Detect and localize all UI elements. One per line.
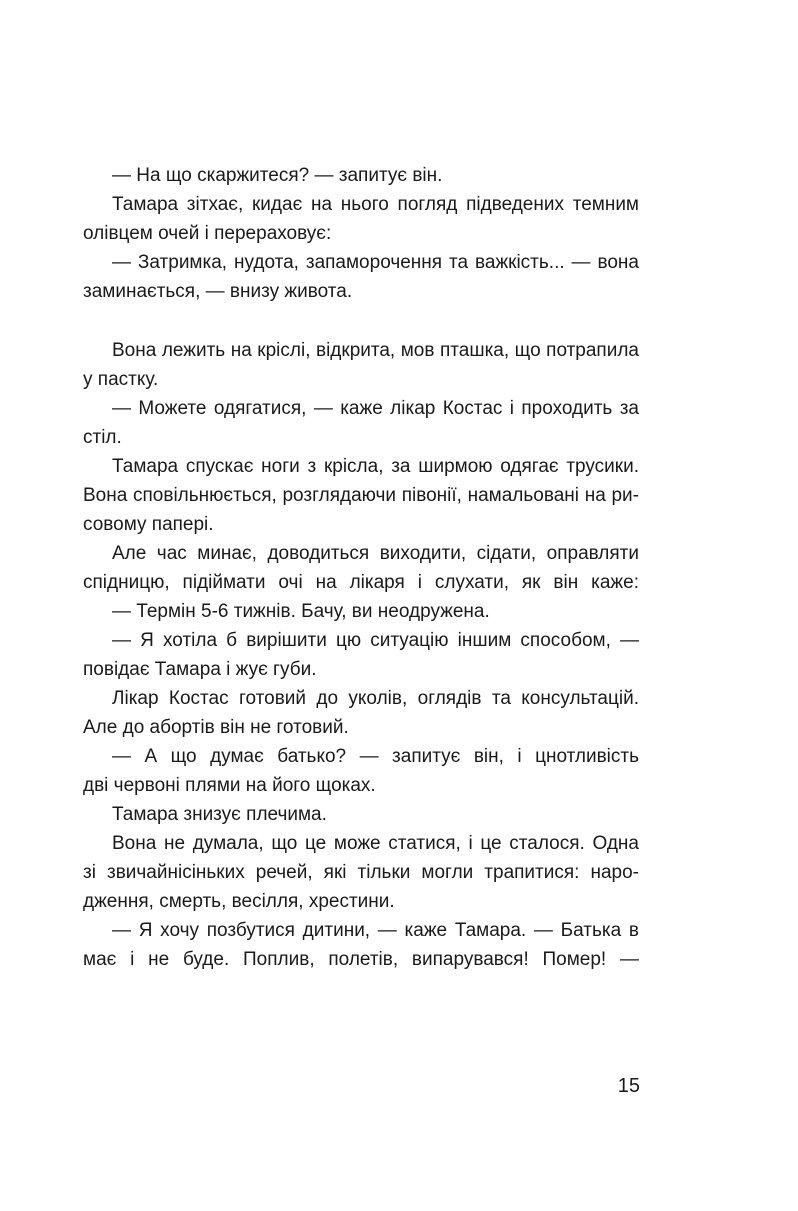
text-line: Тамара спускає ноги з крісла, за ширмою одягає трусики.: [112, 456, 639, 477]
text-line: — На що скаржитеся? — запитує він.: [112, 165, 443, 186]
text-line: — Можете одягатися, — каже лікар Костас і проходить за: [112, 398, 639, 419]
text-line: Вона сповільнюється, розглядаючи півонії, намальовані на ри-: [83, 485, 639, 506]
text-line: дження, смерть, весілля, хрестини.: [83, 891, 395, 912]
text-line: олівцем очей і перераховує:: [83, 223, 332, 244]
text-line: — А що думає батько? — запитує він, і цнотливість: [112, 746, 639, 767]
text-line: дві червоні плями на його щоках.: [83, 775, 376, 796]
page-number: 15: [617, 1075, 640, 1097]
text-line: стіл.: [83, 427, 122, 448]
text-line: — Я хочу позбутися дитини, — каже Тамара. — Батька в: [112, 920, 639, 941]
text-line: — Я хотіла б вирішити цю ситуацію іншим способом, —: [112, 630, 639, 651]
text-line: Тамара зітхає, кидає на нього погляд підведених темним: [112, 194, 639, 215]
text-line: Тамара знизує плечима.: [112, 804, 327, 825]
text-line: заминається, — внизу живота.: [83, 281, 353, 302]
text-line: Лікар Костас готовий до уколів, оглядів та консультацій.: [112, 688, 639, 709]
text-line: — Затримка, нудота, запаморочення та важкість... — вона: [112, 252, 639, 273]
text-line: має і не буде. Поплив, полетів, випарувався! Помер! —: [83, 949, 639, 970]
text-line: Вона не думала, що це може статися, і це сталося. Одна: [112, 833, 639, 854]
text-line: повідає Тамара і жує губи.: [83, 659, 317, 680]
text-line: спідницю, підіймати очі на лікаря і слухати, як він каже:: [83, 572, 639, 593]
text-line: Але до абортів він не готовий.: [83, 717, 349, 738]
text-line: Вона лежить на кріслі, відкрита, мов пташка, що потрапила: [112, 340, 639, 361]
text-line: зі звичайнісіньких речей, які тільки могли трапитися: наро-: [83, 862, 639, 883]
text-section-dialogue: [83, 161, 639, 306]
text-line: Але час минає, доводиться виходити, сідати, оправляти: [112, 543, 639, 564]
text-section-examination: [83, 336, 639, 974]
text-line: совому папері.: [83, 514, 214, 535]
text-line: у пастку.: [83, 369, 159, 390]
text-line: — Термін 5-6 тижнів. Бачу, ви неодружена.: [112, 601, 490, 622]
